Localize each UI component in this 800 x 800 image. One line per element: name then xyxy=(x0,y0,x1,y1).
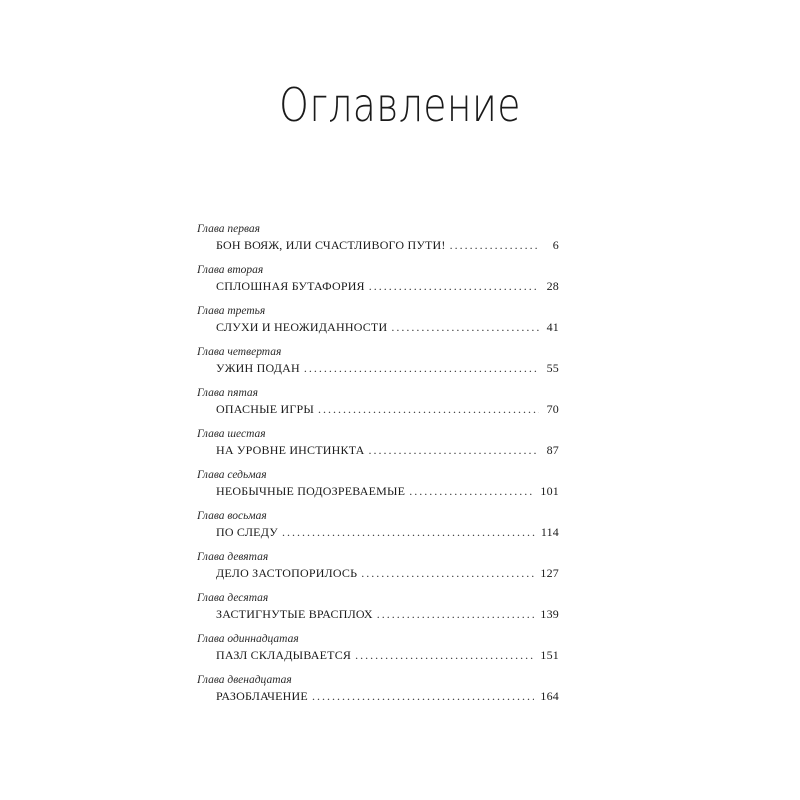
chapter-line xyxy=(216,400,559,418)
chapter-line xyxy=(216,523,559,541)
chapter-title: ЗАСТИГНУТЫЕ ВРАСПЛОХ xyxy=(216,607,373,621)
toc-entry[interactable] xyxy=(197,261,559,302)
page-number: 55 xyxy=(546,361,559,375)
chapter-line xyxy=(216,564,559,582)
page-number: 41 xyxy=(546,320,559,334)
toc-entry[interactable] xyxy=(197,589,559,630)
chapter-title: ПО СЛЕДУ xyxy=(216,525,278,539)
dot-leader xyxy=(355,646,534,664)
chapter-label: Глава пятая xyxy=(197,387,259,399)
toc-entry[interactable] xyxy=(197,384,559,425)
chapter-title: ПАЗЛ СКЛАДЫВАЕТСЯ xyxy=(216,648,352,662)
toc-entry[interactable] xyxy=(197,425,559,466)
page-number: 164 xyxy=(540,689,559,703)
chapter-label: Глава первая xyxy=(197,223,260,235)
chapter-line xyxy=(216,687,559,705)
page-number: 101 xyxy=(540,484,559,498)
chapter-line xyxy=(216,482,559,500)
dot-leader xyxy=(450,236,539,254)
chapter-label: Глава восьмая xyxy=(197,510,267,522)
toc-entry[interactable] xyxy=(197,507,559,548)
chapter-label: Глава четвертая xyxy=(197,346,282,358)
page-number: 114 xyxy=(540,525,559,539)
toc-entry[interactable] xyxy=(197,466,559,507)
dot-leader xyxy=(282,523,535,541)
dot-leader xyxy=(312,687,534,705)
chapter-label: Глава третья xyxy=(197,305,266,317)
page-number: 70 xyxy=(546,402,559,416)
chapter-line xyxy=(216,441,559,459)
chapter-label: Глава десятая xyxy=(197,592,269,604)
chapter-title: БОН ВОЯЖ, ИЛИ СЧАСТЛИВОГО ПУТИ! xyxy=(216,238,446,252)
page-number: 6 xyxy=(552,238,559,252)
chapter-line xyxy=(216,236,559,254)
chapter-line xyxy=(216,605,559,623)
toc-entry[interactable] xyxy=(197,671,559,712)
toc-entry[interactable] xyxy=(197,302,559,343)
page-number: 139 xyxy=(540,607,559,621)
chapter-line xyxy=(216,359,559,377)
dot-leader xyxy=(369,277,539,295)
dot-leader xyxy=(361,564,534,582)
dot-leader xyxy=(369,441,539,459)
toc-entry[interactable] xyxy=(197,343,559,384)
dot-leader xyxy=(304,359,539,377)
chapter-line xyxy=(216,318,559,336)
chapter-label: Глава седьмая xyxy=(197,469,267,481)
table-of-contents xyxy=(197,220,559,712)
chapter-label: Глава девятая xyxy=(197,551,269,563)
dot-leader xyxy=(318,400,539,418)
page-title: Оглавление xyxy=(279,78,521,132)
chapter-label: Глава одиннадцатая xyxy=(197,633,299,645)
page-number: 151 xyxy=(540,648,559,662)
chapter-title: НЕОБЫЧНЫЕ ПОДОЗРЕВАЕМЫЕ xyxy=(216,484,406,498)
dot-leader xyxy=(391,318,539,336)
chapter-title: СЛУХИ И НЕОЖИДАННОСТИ xyxy=(216,320,388,334)
toc-entry[interactable] xyxy=(197,220,559,261)
chapter-title: УЖИН ПОДАН xyxy=(216,361,300,375)
chapter-title: СПЛОШНАЯ БУТАФОРИЯ xyxy=(216,279,365,293)
chapter-line xyxy=(216,277,559,295)
dot-leader xyxy=(409,482,534,500)
chapter-title: РАЗОБЛАЧЕНИЕ xyxy=(216,689,308,703)
chapter-label: Глава шестая xyxy=(197,428,266,440)
page-number: 28 xyxy=(546,279,559,293)
dot-leader xyxy=(377,605,535,623)
toc-entry[interactable] xyxy=(197,548,559,589)
chapter-title: НА УРОВНЕ ИНСТИНКТА xyxy=(216,443,365,457)
chapter-line xyxy=(216,646,559,664)
chapter-title: ДЕЛО ЗАСТОПОРИЛОСЬ xyxy=(216,566,358,580)
chapter-title: ОПАСНЫЕ ИГРЫ xyxy=(216,402,315,416)
toc-entry[interactable] xyxy=(197,630,559,671)
chapter-label: Глава вторая xyxy=(197,264,264,276)
page-number: 127 xyxy=(540,566,559,580)
chapter-label: Глава двенадцатая xyxy=(197,674,292,686)
page-number: 87 xyxy=(546,443,559,457)
